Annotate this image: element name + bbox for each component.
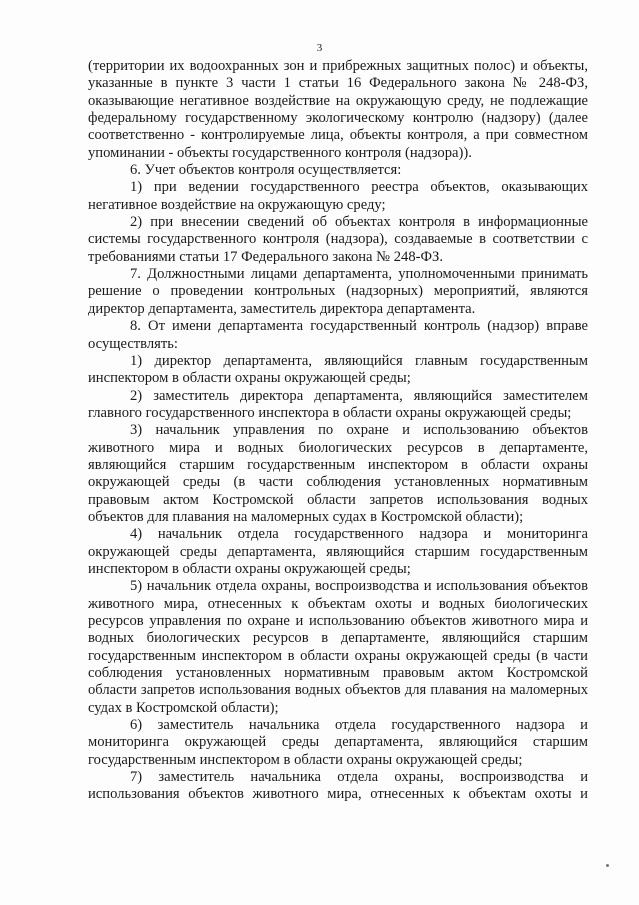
paragraph-item-8-2: 2) заместитель директора департамента, являющийся заместителем главного государственного инспектора в области охраны окружающей среды;	[88, 387, 588, 421]
paragraph-item-6-1: 1) при ведении государственного реестра объектов, оказывающих негативное воздействие на окружающую среду;	[88, 179, 588, 213]
paragraph-item-6-2: 2) при внесении сведений об объектах контроля в информационные системы государственного контроля (надзора), создаваемые в соответствии с требованиями статьи 17 Федерального закона № 248-ФЗ.	[88, 214, 588, 265]
paragraph-item-8-3: 3) начальник управления по охране и использованию объектов животного мира и водных биологических ресурсов в департаменте, являющийся старшим государственным инспектором в области охраны окружающей среды (в части соблюдения установленных нормативным правовым актом Костромской области запретов использования водных объектов для плавания на маломерных судах в Костромской области);	[88, 422, 588, 525]
paragraph-item-8-7: 7) заместитель начальника отдела охраны, воспроизводства и использования объектов животного мира, отнесенных к объектам охоты и	[88, 769, 588, 803]
paragraph-item-8-5: 5) начальник отдела охраны, воспроизводства и использования объектов животного мира, отнесенных к объектам охоты и водных биологических ресурсов управления по охране и использованию объектов животного мира и водных биологических ресурсов в департаменте, являющийся старшим государственным инспектором в области охраны окружающей среды (в части соблюдения установленных нормативным правовым актом Костромской области запретов использования водных объектов для плавания на маломерных судах в Костромской области);	[88, 578, 588, 716]
paragraph-item-7: 7. Должностными лицами департамента, уполномоченными принимать решение о проведении контрольных (надзорных) мероприятий, являются директор департамента, заместитель директора департамента.	[88, 266, 588, 317]
paragraph-item-8-6: 6) заместитель начальника отдела государственного надзора и мониторинга окружающей среды департамента, являющийся старшим государственным инспектором в области охраны окружающей среды;	[88, 717, 588, 768]
paragraph-item-8-4: 4) начальник отдела государственного надзора и мониторинга окружающей среды департамента, являющийся старшим государственным инспектором в области охраны окружающей среды;	[88, 526, 588, 577]
paragraph-continuation: (территории их водоохранных зон и прибрежных защитных полос) и объекты, указанные в пункте 3 части 1 статьи 16 Федерального закона № 248-ФЗ, оказывающие негативное воздействие на окружающую среду, не подлежащие федеральному государственному экологическому контролю (надзору) (далее соответственно - контролируемые лица, объекты контроля, а при совместном упоминании - объекты государственного контроля (надзора)).	[88, 58, 588, 161]
paragraph-item-8-1: 1) директор департамента, являющийся главным государственным инспектором в области охраны окружающей среды;	[88, 352, 588, 387]
paragraph-item-8: 8. От имени департамента государственный контроль (надзор) вправе осуществлять:	[88, 318, 588, 352]
paragraph-item-6: 6. Учет объектов контроля осуществляется:	[130, 162, 402, 179]
document-body	[88, 58, 588, 804]
page-number: 3	[316, 42, 323, 54]
scan-speck	[606, 864, 609, 867]
